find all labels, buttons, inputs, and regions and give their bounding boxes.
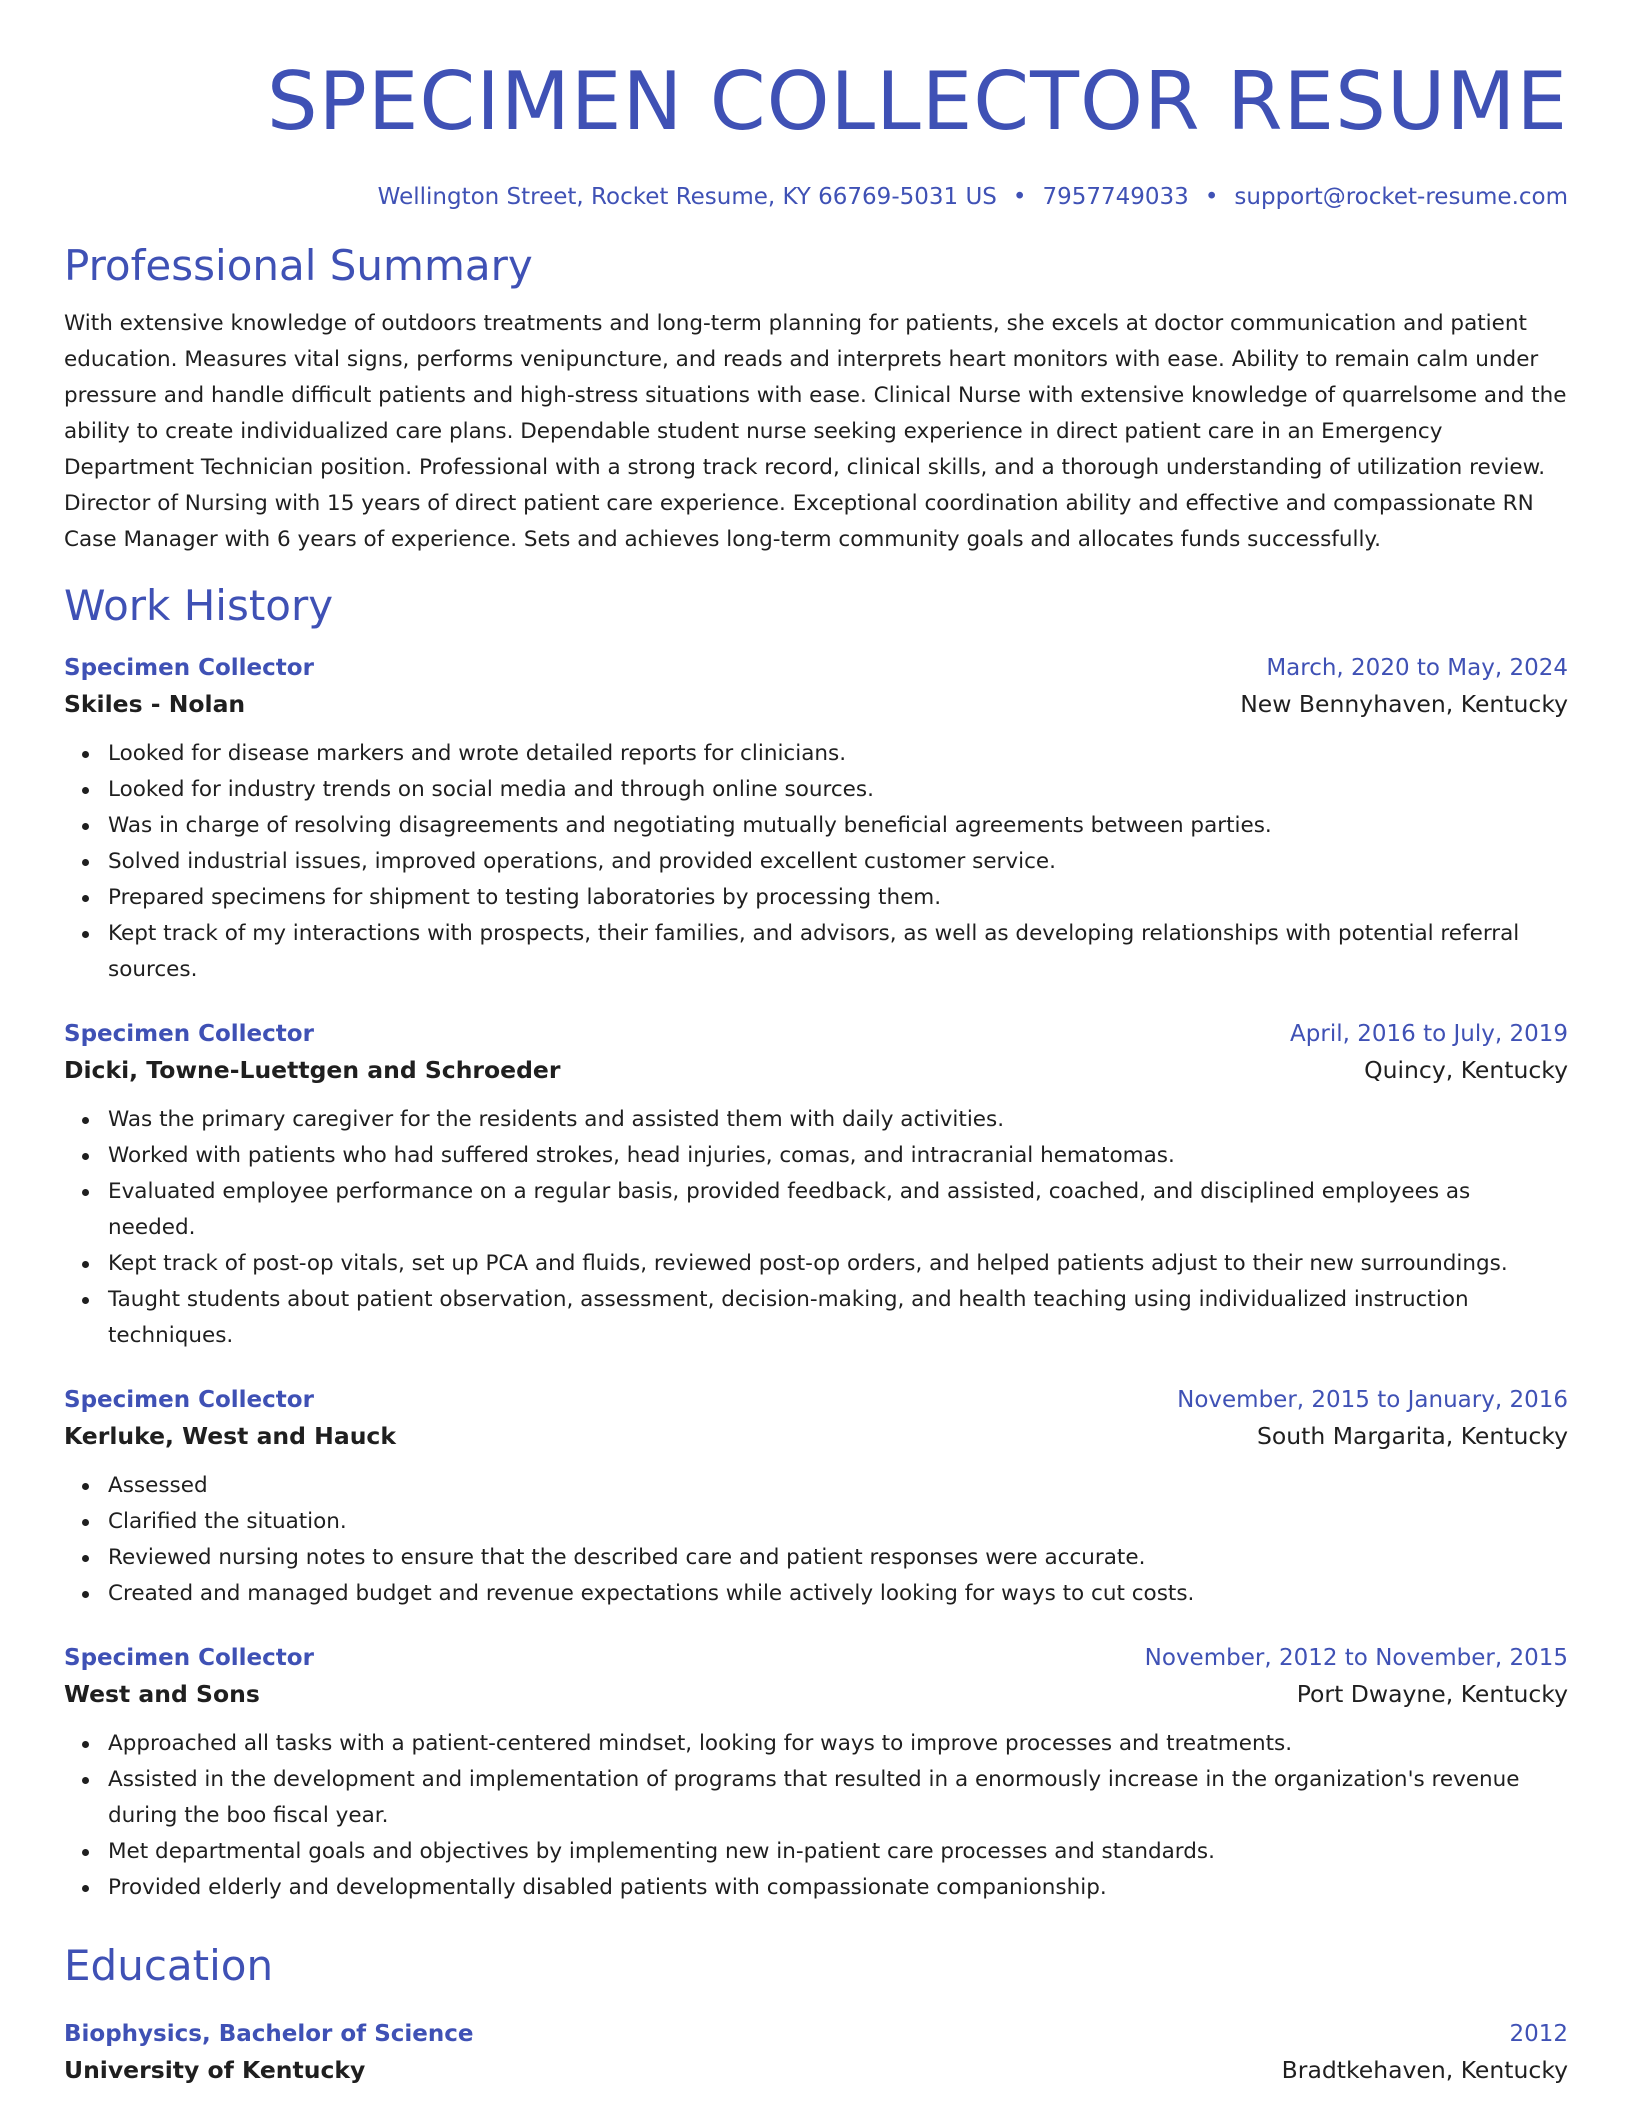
job-dates: November, 2015 to January, 2016 xyxy=(1177,1387,1568,1413)
contact-email: support@rocket-resume.com xyxy=(1234,184,1568,210)
job-employer: Dicki, Towne-Luettgen and Schroeder xyxy=(64,1056,561,1084)
job-bullet: Looked for industry trends on social media and through online sources. xyxy=(108,772,1568,808)
job-bullet: Assessed xyxy=(108,1468,1568,1504)
job-bullet: Clarified the situation. xyxy=(108,1504,1568,1540)
job-bullet: Taught students about patient observation, assessment, decision-making, and health teaching using individualized instruction techniques. xyxy=(108,1282,1568,1354)
job-bullet: Provided elderly and developmentally disabled patients with compassionate companionship. xyxy=(108,1870,1568,1906)
contact-separator: • xyxy=(1012,184,1027,210)
job-entry xyxy=(64,1018,1568,1354)
job-bullet: Met departmental goals and objectives by implementing new in-patient care processes and standards. xyxy=(108,1834,1568,1870)
contact-address: Wellington Street, Rocket Resume, KY 66769-5031 US xyxy=(377,184,997,210)
job-employer: Skiles - Nolan xyxy=(64,690,246,718)
job-title: Specimen Collector xyxy=(64,1021,314,1047)
work-history-heading: Work History xyxy=(64,581,334,630)
job-location: South Margarita, Kentucky xyxy=(1256,1422,1568,1450)
resume-name: SPECIMEN COLLECTOR RESUME xyxy=(266,55,1568,148)
contact-separator: • xyxy=(1204,184,1219,210)
job-dates: April, 2016 to July, 2019 xyxy=(1290,1021,1568,1047)
education-degree: Biophysics, Bachelor of Science xyxy=(64,2021,474,2047)
education-school: University of Kentucky xyxy=(64,2056,366,2084)
job-bullet: Worked with patients who had suffered strokes, head injuries, comas, and intracranial hematomas. xyxy=(108,1138,1568,1174)
job-title: Specimen Collector xyxy=(64,1387,314,1413)
contact-line xyxy=(64,182,1568,212)
job-bullets xyxy=(64,736,1568,988)
job-bullet: Evaluated employee performance on a regular basis, provided feedback, and assisted, coached, and disciplined employees as needed. xyxy=(108,1174,1568,1246)
education-heading: Education xyxy=(64,1941,274,1990)
education-year: 2012 xyxy=(1509,2021,1568,2047)
job-bullet: Was the primary caregiver for the residents and assisted them with daily activities. xyxy=(108,1102,1568,1138)
job-bullet: Kept track of post-op vitals, set up PCA and fluids, reviewed post-op orders, and helped patients adjust to their new surroundings. xyxy=(108,1246,1568,1282)
summary-text: With extensive knowledge of outdoors treatments and long-term planning for patients, she excels at doctor communication and patient education. Measures vital signs, performs venipuncture, and reads and interprets heart monitors with ease. Ability to remain calm under pressure and handle difficult patients and high-stress situations with ease. Clinical Nurse with extensive knowledge of quarrelsome and the ability to create individualized care plans. Dependable student nurse seeking experience in direct patient care in an Emergency Department Technician position. Professional with a strong track record, clinical skills, and a thorough understanding of utilization review. Director of Nursing with 15 years of direct patient care experience. Exceptional coordination ability and effective and compassionate RN Case Manager with 6 years of experience. Sets and achieves long-term community goals and allocates funds successfully. xyxy=(64,311,1567,552)
job-bullet: Assisted in the development and implementation of programs that resulted in a enormously increase in the organization's revenue during the boo fiscal year. xyxy=(108,1762,1568,1834)
job-bullets xyxy=(64,1102,1568,1354)
job-bullet: Created and managed budget and revenue expectations while actively looking for ways to cut costs. xyxy=(108,1576,1568,1612)
contact-phone: 7957749033 xyxy=(1042,184,1189,210)
job-dates: March, 2020 to May, 2024 xyxy=(1266,655,1568,681)
job-bullet: Solved industrial issues, improved operations, and provided excellent customer service. xyxy=(108,844,1568,880)
job-bullet: Looked for disease markers and wrote detailed reports for clinicians. xyxy=(108,736,1568,772)
job-bullet: Reviewed nursing notes to ensure that the described care and patient responses were accurate. xyxy=(108,1540,1568,1576)
job-employer: West and Sons xyxy=(64,1680,260,1708)
resume-header xyxy=(64,0,1568,212)
job-title: Specimen Collector xyxy=(64,655,314,681)
job-location: Port Dwayne, Kentucky xyxy=(1296,1680,1568,1708)
job-title: Specimen Collector xyxy=(64,1645,314,1671)
job-entry xyxy=(64,1384,1568,1612)
job-bullet: Was in charge of resolving disagreements and negotiating mutually beneficial agreements between parties. xyxy=(108,808,1568,844)
job-dates: November, 2012 to November, 2015 xyxy=(1144,1645,1568,1671)
job-employer: Kerluke, West and Hauck xyxy=(64,1422,396,1450)
job-bullet: Prepared specimens for shipment to testing laboratories by processing them. xyxy=(108,880,1568,916)
job-entry xyxy=(64,652,1568,988)
job-bullet: Kept track of my interactions with prospects, their families, and advisors, as well as developing relationships with potential referral sources. xyxy=(108,916,1568,988)
education-entry xyxy=(64,2018,1568,2090)
job-bullets xyxy=(64,1468,1568,1612)
job-bullets xyxy=(64,1726,1568,1906)
job-entry xyxy=(64,1642,1568,1906)
summary-heading: Professional Summary xyxy=(64,241,533,290)
job-location: New Bennyhaven, Kentucky xyxy=(1240,690,1568,718)
job-location: Quincy, Kentucky xyxy=(1364,1056,1568,1084)
job-bullet: Approached all tasks with a patient-centered mindset, looking for ways to improve processes and treatments. xyxy=(108,1726,1568,1762)
education-location: Bradtkehaven, Kentucky xyxy=(1281,2056,1568,2084)
